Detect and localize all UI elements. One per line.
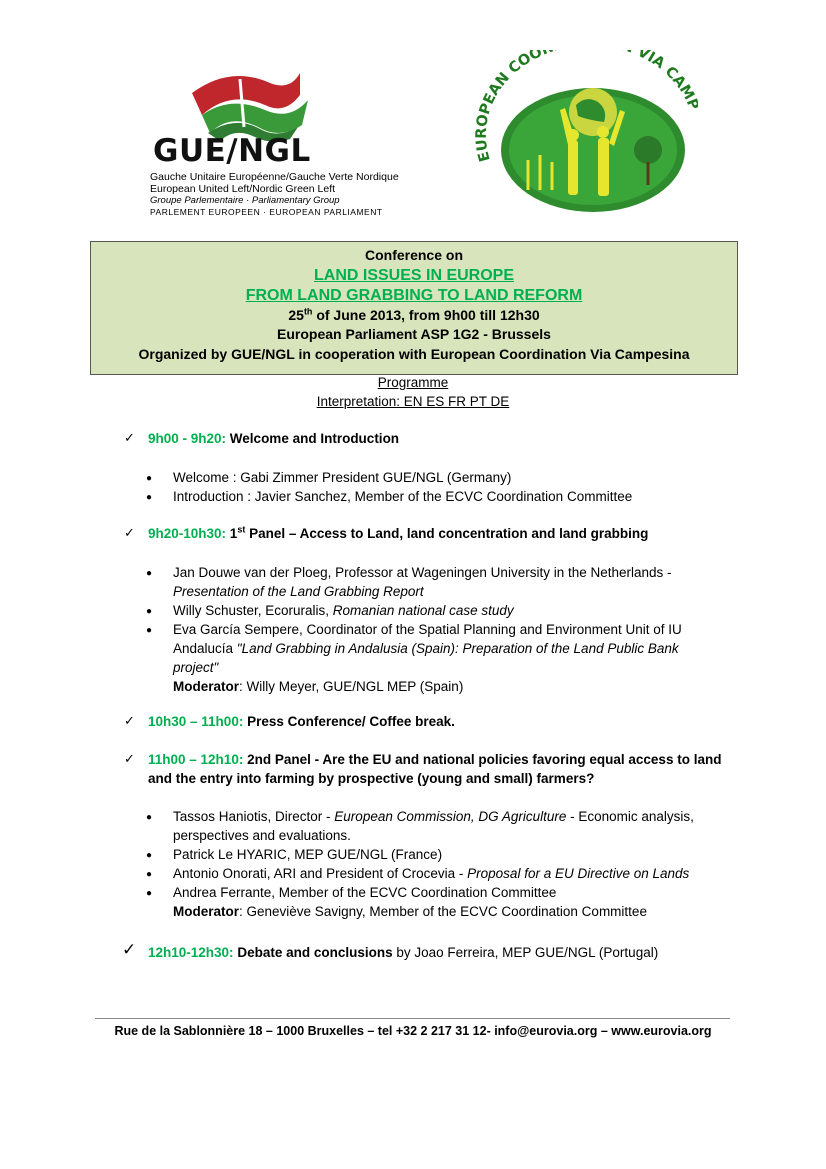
s4-item-haniotis: Tassos Haniotis, Director - European Commission, DG Agriculture - Economic analysis, <box>173 809 694 824</box>
bullet-icon: ● <box>146 888 153 899</box>
s2-item-garcia-topic: Andalucía "Land Grabbing in Andalusia (Spain): Preparation of the Land Public Bank <box>173 641 679 656</box>
session-4-heading-cont: and the entry into farming by prospective (young and small) farmers? <box>148 771 595 786</box>
conference-title-1: LAND ISSUES IN EUROPE <box>313 266 515 284</box>
via-campesina-logo <box>468 50 698 220</box>
footer-divider <box>95 1018 730 1019</box>
session-4-heading: 11h00 – 12h10: 2nd Panel - Are the EU and national policies favoring equal access to land <box>148 752 722 767</box>
check-icon: ✓ <box>124 713 135 728</box>
session-5-heading: 12h10-12h30: Debate and conclusions by Joao Ferreira, MEP GUE/NGL (Portugal) <box>148 945 659 960</box>
bullet-icon: ● <box>146 568 153 579</box>
gue-ngl-wordmark: GUE/NGL <box>153 133 311 169</box>
book-flag-icon <box>150 55 375 145</box>
session-3-heading: 10h30 – 11h00: Press Conference/ Coffee break. <box>148 714 455 729</box>
bullet-icon: ● <box>146 869 153 880</box>
conference-organizer: Organized by GUE/NGL in cooperation with European Coordination Via Campesina <box>138 345 690 362</box>
check-icon: ✓ <box>122 940 137 959</box>
s2-item-garcia: Eva García Sempere, Coordinator of the Spatial Planning and Environment Unit of IU <box>173 622 682 637</box>
s4-item-haniotis-cont: perspectives and evaluations. <box>173 828 351 843</box>
bullet-icon: ● <box>146 606 153 617</box>
gue-ngl-subtitle <box>150 171 399 218</box>
gue-line-1: Gauche Unitaire Européenne/Gauche Verte Nordique <box>150 171 399 183</box>
s2-moderator: Moderator: Willy Meyer, GUE/NGL MEP (Spain) <box>173 679 464 694</box>
gue-line-4: PARLEMENT EUROPEEN · EUROPEAN PARLIAMENT <box>150 206 383 217</box>
s4-item-ferrante: Andrea Ferrante, Member of the ECVC Coordination Committee <box>173 885 557 900</box>
footer-address: Rue de la Sablonnière 18 – 1000 Bruxelles – tel +32 2 217 31 12- info@eurovia.org – www.eurovia.org <box>114 1024 712 1038</box>
s2-item-schuster: Willy Schuster, Ecoruralis, Romanian national case study <box>173 603 514 618</box>
conference-venue: European Parliament ASP 1G2 - Brussels <box>277 326 551 342</box>
session-2-heading: 9h20-10h30: 1st Panel – Access to Land, land concentration and land grabbing <box>148 524 649 541</box>
check-icon: ✓ <box>124 525 135 540</box>
s4-item-hyaric: Patrick Le HYARIC, MEP GUE/NGL (France) <box>173 847 443 862</box>
bullet-icon: ● <box>146 850 153 861</box>
check-icon: ✓ <box>124 430 135 445</box>
gue-line-2: European United Left/Nordic Green Left <box>150 182 336 195</box>
s2-item-garcia-topic-end: project" <box>173 660 219 675</box>
bullet-icon: ● <box>146 492 153 503</box>
s2-item-ploeg-report: Presentation of the Land Grabbing Report <box>173 584 424 599</box>
check-icon: ✓ <box>124 751 135 766</box>
bullet-icon: ● <box>146 812 153 823</box>
gue-line-3: Groupe Parlementaire · Parliamentary Group <box>150 195 340 206</box>
conference-title-2: FROM LAND GRABBING TO LAND REFORM <box>245 286 583 304</box>
bullet-icon: ● <box>146 625 153 636</box>
interpretation-languages: Interpretation: EN ES FR PT DE <box>316 394 510 409</box>
conference-date: 25th of June 2013, from 9h00 till 12h30 <box>288 305 540 323</box>
s4-item-onorati: Antonio Onorati, ARI and President of Crocevia - Proposal for a EU Directive on Lands <box>173 866 690 881</box>
session-1-heading: 9h00 - 9h20: Welcome and Introduction <box>148 431 400 446</box>
bullet-icon: ● <box>146 473 153 484</box>
s4-moderator: Moderator: Geneviève Savigny, Member of the ECVC Coordination Committee <box>173 904 647 919</box>
s2-item-ploeg: Jan Douwe van der Ploeg, Professor at Wageningen University in the Netherlands - <box>173 565 672 580</box>
s1-item-welcome: Welcome : Gabi Zimmer President GUE/NGL (Germany) <box>173 470 512 485</box>
s1-item-introduction: Introduction : Javier Sanchez, Member of the ECVC Coordination Committee <box>173 489 633 504</box>
programme-heading: Programme <box>377 375 449 390</box>
conference-header-box <box>90 241 738 375</box>
via-campesina-arc-text: EUROPEAN COO VIA CAM <box>473 50 697 164</box>
conference-on: Conference on <box>364 247 463 263</box>
